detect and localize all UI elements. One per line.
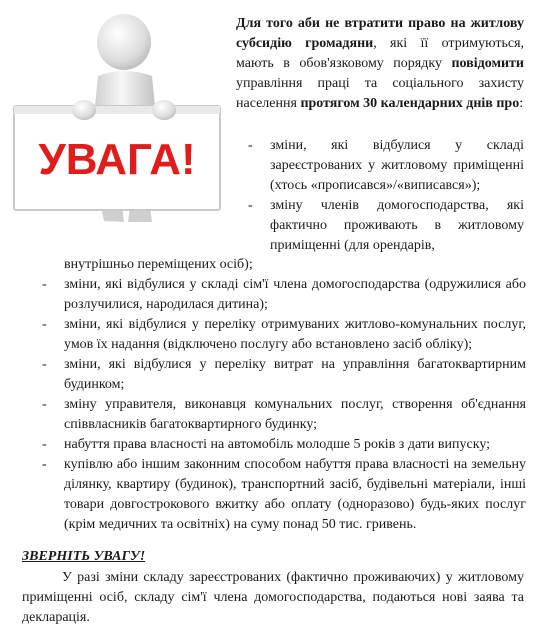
top-list xyxy=(236,136,524,256)
list-item: - зміни, які відбулися у переліку отримуваних житлово-комунальних послуг, умов їх надання (відключено послугу або встановлено засіб обліку); xyxy=(34,315,526,355)
attention-heading: ЗВЕРНІТЬ УВАГУ! xyxy=(22,549,146,564)
intro-bold-1: Для того аби не втратити право на житлову субсидію громадяни xyxy=(236,16,524,51)
left-hand xyxy=(72,100,96,120)
list-item: - зміни, які відбулися у складі зареєстрованих у житловому приміщенні (хтось «прописався»/«виписався»); xyxy=(236,136,524,196)
sign-board-edge xyxy=(14,106,220,114)
intro-text-2: , які її отримуються, мають в обов'язковому порядку xyxy=(236,36,525,71)
intro-bold-5: протягом 30 календарних днів про xyxy=(300,96,520,111)
sign-text: УВАГА! xyxy=(38,135,196,184)
list-item: - набуття права власності на автомобіль молодше 5 років з дати випуску; xyxy=(34,435,526,455)
person-head xyxy=(97,14,151,70)
list-item: - купівлю або іншим законним способом набуття права власності на земельну ділянку, квартиру (будинок), транспортний засіб, будівельні матеріали, інші товари довгострокового вжитку або оплату (одноразово) будь-яких послуг (крім медичних та освітніх) на суму понад 50 тис. гривень. xyxy=(34,455,526,535)
list-item: - зміну членів домогосподарства, які фактично проживають в житловому приміщенні (для орендарів, xyxy=(236,196,524,256)
intro-text-6: : xyxy=(519,96,524,111)
final-paragraph: У разі зміни складу зареєстрованих (фактично проживаючих) у житловому приміщенні осіб, складу сім'ї члена домогосподарства, подаються нові заява та декларація. xyxy=(22,570,524,625)
intro-text-4: управління праці та соціального захисту населення xyxy=(236,76,524,111)
list-item: - зміну управителя, виконавця комунальних послуг, створення об'єднання співвласників багатоквартирного будинку; xyxy=(34,395,526,435)
attention-sign-illustration xyxy=(6,6,228,228)
changes-list xyxy=(34,275,526,535)
right-hand xyxy=(152,100,176,120)
list-item: - зміни, які відбулися у складі сім'ї члена домогосподарства (одружилися або розлучилися, народилася дитина); xyxy=(34,275,526,315)
intro-paragraph xyxy=(236,14,524,114)
intro-bold-3: повідомити xyxy=(451,56,524,71)
list-item: - зміни, які відбулися у переліку витрат на управління багатоквартирним будинком; xyxy=(34,355,526,395)
list-item-continuation: внутрішньо переміщених осіб); xyxy=(64,257,253,272)
